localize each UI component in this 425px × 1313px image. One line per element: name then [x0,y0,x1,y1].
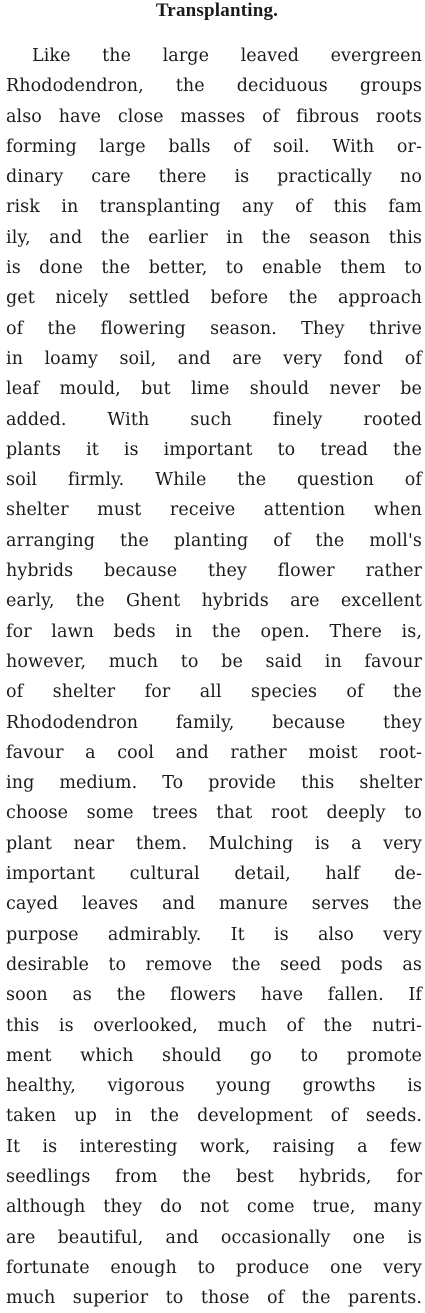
article-line: ment which should go to promote [6,1045,422,1066]
article-line: get nicely settled before the approach [6,288,422,309]
article-line: risk in transplanting any of this fam [6,197,422,218]
article-line: of the flowering season. They thrive [6,318,422,339]
article-line: arranging the planting of the moll's [6,530,422,551]
article-line: dinary care there is practically no [6,167,422,188]
article-line: this is overlooked, much of the nutri- [6,1015,422,1036]
article-line: much superior to those of the parents. [6,1288,422,1309]
article-line: for lawn beds in the open. There is, [6,621,422,642]
article-line: choose some trees that root deeply to [6,803,422,824]
article-line: however, much to be said in favour [6,651,422,672]
article-line: shelter must receive attention when [6,500,422,521]
article-line: are beautiful, and occasionally one is [6,1227,422,1248]
article-line: also have close masses of fibrous roots [6,106,422,127]
article-line: Rhododendron family, because they [6,712,422,733]
article-line: although they do not come true, many [6,1197,422,1218]
article-line: hybrids because they flower rather [6,561,422,582]
article-line: healthy, vigorous young growths is [6,1076,422,1097]
article-line: important cultural detail, half de- [6,864,422,885]
article-line: forming large balls of soil. With or- [6,136,422,157]
article-line: is done the better, to enable them to [6,258,422,279]
article-line: plants it is important to tread the [6,439,422,460]
article-line: added. With such finely rooted [6,409,422,430]
article-line: cayed leaves and manure serves the [6,894,422,915]
article-line: Rhododendron, the deciduous groups [6,76,422,97]
article-line: early, the Ghent hybrids are excellent [6,591,422,612]
article-headline: Transplanting. [155,0,279,21]
article-line: desirable to remove the seed pods as [6,954,422,975]
article-body [6,41,422,1313]
article-line: of shelter for all species of the [6,682,422,703]
article-line: ily, and the earlier in the season this [6,227,422,248]
article-line: fortunate enough to produce one very [6,1257,422,1278]
article-line: leaf mould, but lime should never be [6,379,422,400]
article-line: plant near them. Mulching is a very [6,833,422,854]
article-line: purpose admirably. It is also very [6,924,422,945]
article-line: favour a cool and rather moist root- [6,742,422,763]
article-line: It is interesting work, raising a few [6,1136,422,1157]
article-line: Like the large leaved evergreen [32,46,422,66]
article-line: ing medium. To provide this shelter [6,773,422,794]
newspaper-column [6,0,422,1309]
article-line: seedlings from the best hybrids, for [6,1166,422,1187]
article-line: soon as the flowers have fallen. If [6,985,422,1006]
article-line: in loamy soil, and are very fond of [6,348,422,369]
article-line: taken up in the development of seeds. [6,1106,422,1127]
article-line: soil firmly. While the question of [6,470,422,491]
